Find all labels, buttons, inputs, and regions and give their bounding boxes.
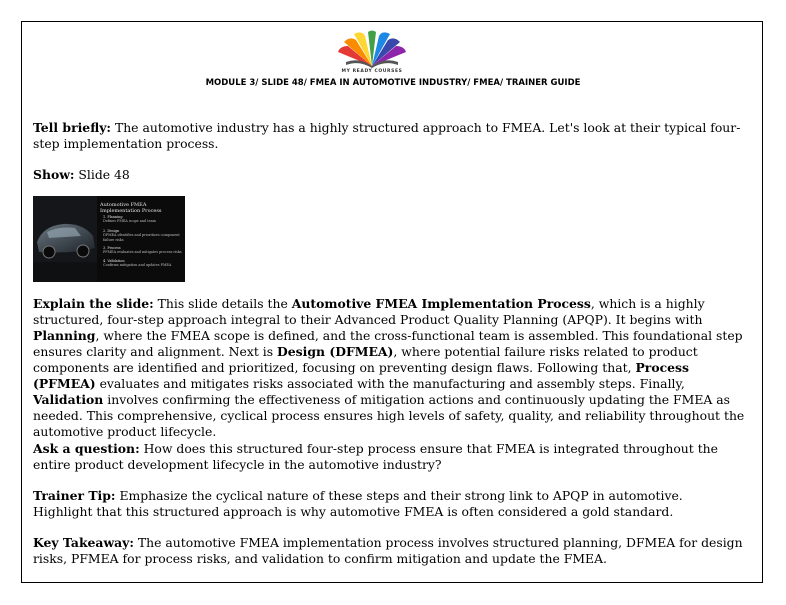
slide-thumbnail [33, 196, 185, 282]
thumb-item-desc: PFMEA evaluates and mitigates process risks [103, 250, 182, 255]
thumb-item-title: 1. Planning [103, 215, 123, 219]
tell-briefly-text: The automotive industry has a highly structured approach to FMEA. Let's look at their typical four-step implementation process. [33, 120, 741, 151]
explain-text: evaluates and mitigates risks associated with the manufacturing and assembly steps. Finally, [99, 376, 685, 391]
thumb-item-title: 3. Process [103, 246, 121, 250]
explain-text: , where the FMEA scope is defined, and the cross-functional team is assembled. This foundational step ensures clarity and alignment. Next is [33, 328, 743, 359]
takeaway-text: The automotive FMEA implementation process involves structured planning, DFMEA for design risks, PFMEA for process risks, and validation to confirm mitigation and update the FMEA. [33, 535, 743, 566]
show-text: Slide 48 [78, 167, 130, 182]
explain-text: involves confirming the effectiveness of mitigation actions and continuously updating the FMEA as needed. This comprehensive, cyclical process ensures high levels of safety, quality, and reliability throughout the automotive product lifecycle. [33, 392, 745, 439]
explain-highlight: Automotive FMEA Implementation Process [291, 296, 591, 311]
tell-briefly-label: Tell briefly: [33, 120, 111, 135]
takeaway-section [33, 535, 745, 567]
module-title: MODULE 3/ SLIDE 48/ FMEA IN AUTOMOTIVE INDUSTRY/ FMEA/ TRAINER GUIDE [205, 78, 581, 88]
thumb-item [103, 246, 183, 255]
explain-highlight: Planning [33, 328, 96, 343]
tell-briefly-section [33, 120, 745, 152]
thumb-item-desc: DFMEA identifies and prioritizes component failure risks [103, 233, 180, 242]
ask-text: How does this structured four-step process ensure that FMEA is integrated throughout the entire product development lifecycle in the automotive industry? [33, 441, 718, 472]
thumb-item-title: 4. Validation [103, 259, 125, 263]
thumb-title: Automotive FMEA Implementation Process [100, 202, 162, 214]
explain-text: , which is a highly structured, four-step approach integral to their Advanced Product Quality Planning (APQP). It begins with [33, 296, 705, 327]
car-image [33, 196, 97, 282]
explain-highlight: Validation [33, 392, 104, 407]
explain-section [33, 296, 745, 440]
show-section [33, 167, 745, 183]
show-label: Show: [33, 167, 75, 182]
thumb-item [103, 215, 183, 224]
thumb-item-desc: Confirms mitigation and updates FMEA [103, 263, 172, 268]
ask-label: Ask a question: [33, 441, 140, 456]
logo-petals [338, 31, 406, 67]
thumb-item [103, 229, 183, 242]
explain-text: This slide details the [157, 296, 288, 311]
explain-highlight: Process (PFMEA) [33, 360, 689, 391]
explain-label: Explain the slide: [33, 296, 154, 311]
thumb-item-title: 2. Design [103, 229, 120, 233]
thumb-item [103, 259, 183, 268]
ask-section [33, 441, 745, 473]
thumb-item-desc: Defines FMEA scope and team [103, 219, 156, 224]
open-book-logo [332, 30, 412, 76]
explain-text: , where potential failure risks related to product components are identified and prioritized, focusing on preventing design flaws. Following that, [33, 344, 698, 375]
logo-text: MY READY COURSES [341, 69, 403, 74]
tip-label: Trainer Tip: [33, 488, 116, 503]
explain-highlight: Design (DFMEA) [277, 344, 394, 359]
tip-section [33, 488, 745, 520]
takeaway-label: Key Takeaway: [33, 535, 134, 550]
tip-text: Emphasize the cyclical nature of these steps and their strong link to APQP in automotive. Highlight that this structured approach is why automotive FMEA is often considered a gold standard. [33, 488, 683, 519]
